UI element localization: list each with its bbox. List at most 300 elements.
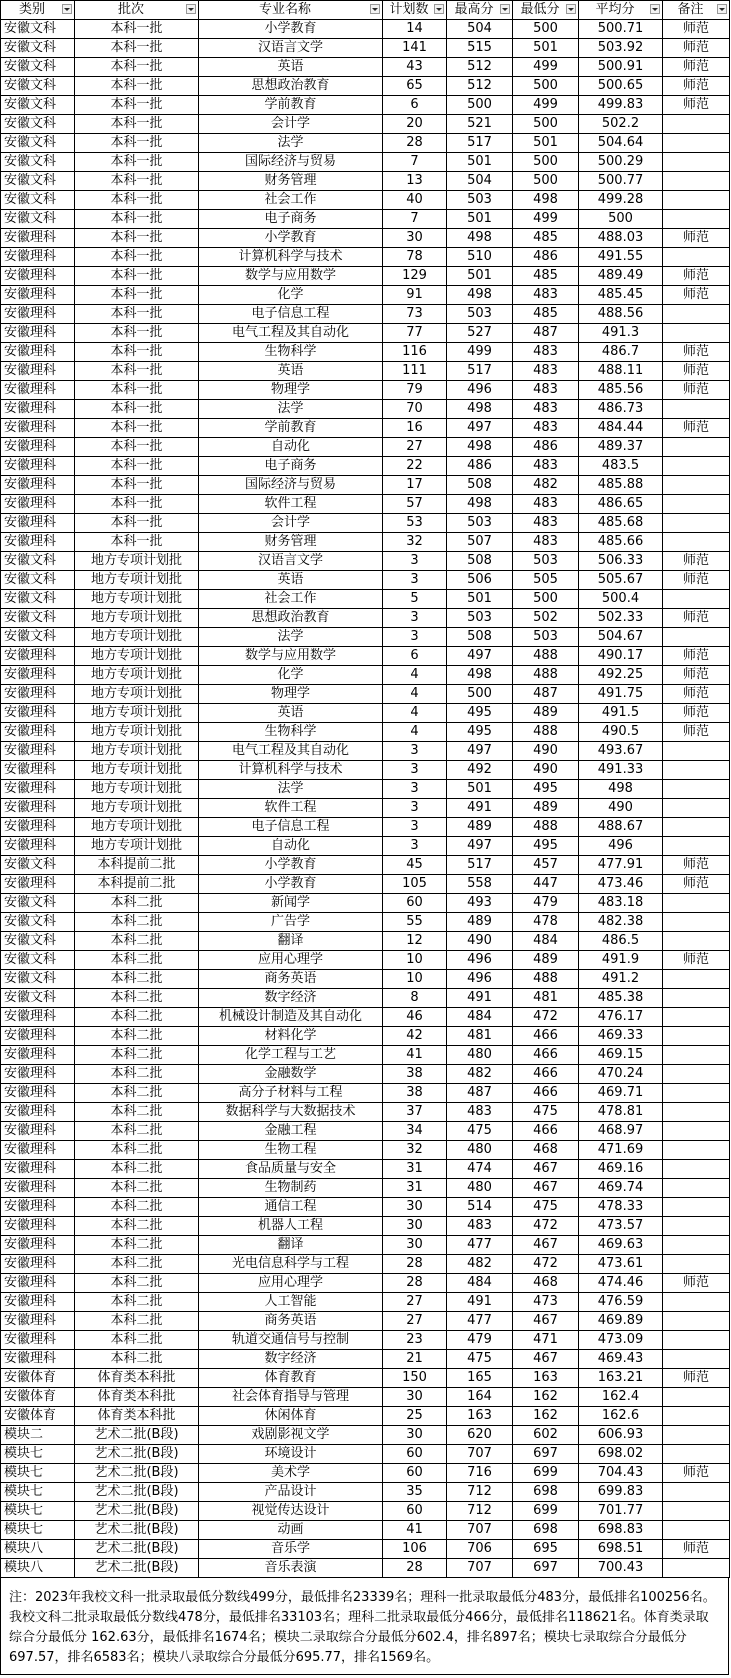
cell-batch: 地方专项计划批 <box>75 609 199 628</box>
cell-major: 会计学 <box>199 514 383 533</box>
cell-plan-count: 77 <box>383 324 447 343</box>
cell-category: 安徽文科 <box>1 172 75 191</box>
cell-max-score: 508 <box>447 628 513 647</box>
table-row <box>1 723 730 742</box>
cell-remark <box>663 837 730 856</box>
cell-min-score: 483 <box>513 400 579 419</box>
cell-max-score: 482 <box>447 1065 513 1084</box>
cell-min-score: 499 <box>513 210 579 229</box>
table-row <box>1 1445 730 1464</box>
cell-min-score: 500 <box>513 153 579 172</box>
cell-min-score: 479 <box>513 894 579 913</box>
cell-plan-count: 28 <box>383 1255 447 1274</box>
cell-major: 小学教育 <box>199 875 383 894</box>
cell-max-score: 501 <box>447 153 513 172</box>
cell-major: 电子信息工程 <box>199 818 383 837</box>
cell-min-score: 489 <box>513 704 579 723</box>
cell-max-score: 517 <box>447 362 513 381</box>
cell-min-score: 697 <box>513 1445 579 1464</box>
cell-batch: 本科二批 <box>75 932 199 951</box>
header-batch <box>75 1 199 20</box>
table-row <box>1 970 730 989</box>
cell-major: 社会工作 <box>199 590 383 609</box>
cell-plan-count: 91 <box>383 286 447 305</box>
cell-max-score: 503 <box>447 305 513 324</box>
cell-batch: 本科二批 <box>75 989 199 1008</box>
cell-avg-score: 500.91 <box>579 58 663 77</box>
cell-avg-score: 473.57 <box>579 1217 663 1236</box>
cell-major: 音乐表演 <box>199 1559 383 1578</box>
table-row <box>1 1559 730 1578</box>
cell-category: 安徽体育 <box>1 1388 75 1407</box>
cell-batch: 本科一批 <box>75 115 199 134</box>
cell-plan-count: 27 <box>383 1293 447 1312</box>
cell-min-score: 505 <box>513 571 579 590</box>
cell-plan-count: 7 <box>383 210 447 229</box>
cell-avg-score: 505.67 <box>579 571 663 590</box>
cell-plan-count: 31 <box>383 1179 447 1198</box>
cell-major: 思想政治教育 <box>199 609 383 628</box>
table-row <box>1 875 730 894</box>
cell-remark <box>663 932 730 951</box>
cell-max-score: 512 <box>447 77 513 96</box>
table-row <box>1 514 730 533</box>
header-label: 备注 <box>677 2 704 17</box>
cell-category: 安徽理科 <box>1 343 75 362</box>
cell-batch: 本科二批 <box>75 1293 199 1312</box>
cell-batch: 本科二批 <box>75 913 199 932</box>
cell-max-score: 521 <box>447 115 513 134</box>
filter-dropdown-icon[interactable] <box>370 4 380 14</box>
cell-min-score: 481 <box>513 989 579 1008</box>
cell-max-score: 480 <box>447 1046 513 1065</box>
cell-remark: 师范 <box>663 1540 730 1559</box>
cell-remark: 师范 <box>663 96 730 115</box>
cell-category: 安徽理科 <box>1 1217 75 1236</box>
cell-max-score: 499 <box>447 343 513 362</box>
cell-avg-score: 500 <box>579 210 663 229</box>
cell-min-score: 478 <box>513 913 579 932</box>
cell-avg-score: 502.33 <box>579 609 663 628</box>
cell-major: 生物工程 <box>199 1141 383 1160</box>
cell-major: 生物科学 <box>199 343 383 362</box>
cell-category: 安徽理科 <box>1 1160 75 1179</box>
cell-avg-score: 499.83 <box>579 96 663 115</box>
cell-category: 安徽理科 <box>1 647 75 666</box>
cell-major: 财务管理 <box>199 172 383 191</box>
cell-max-score: 517 <box>447 134 513 153</box>
cell-avg-score: 474.46 <box>579 1274 663 1293</box>
table-row <box>1 286 730 305</box>
cell-min-score: 483 <box>513 495 579 514</box>
cell-category: 安徽理科 <box>1 1255 75 1274</box>
cell-batch: 本科一批 <box>75 457 199 476</box>
cell-category: 安徽理科 <box>1 362 75 381</box>
cell-max-score: 620 <box>447 1426 513 1445</box>
cell-remark: 师范 <box>663 685 730 704</box>
cell-plan-count: 3 <box>383 761 447 780</box>
cell-plan-count: 40 <box>383 191 447 210</box>
table-row <box>1 1046 730 1065</box>
cell-batch: 体育类本科批 <box>75 1407 199 1426</box>
cell-avg-score: 490.17 <box>579 647 663 666</box>
filter-dropdown-icon[interactable] <box>500 4 510 14</box>
cell-plan-count: 27 <box>383 438 447 457</box>
cell-major: 小学教育 <box>199 20 383 39</box>
filter-dropdown-icon[interactable] <box>62 4 72 14</box>
header-min <box>513 1 579 20</box>
filter-dropdown-icon[interactable] <box>650 4 660 14</box>
header-label: 最低分 <box>520 2 560 17</box>
cell-max-score: 491 <box>447 989 513 1008</box>
cell-batch: 艺术二批(B段) <box>75 1426 199 1445</box>
cell-plan-count: 3 <box>383 552 447 571</box>
cell-min-score: 503 <box>513 552 579 571</box>
cell-remark <box>663 134 730 153</box>
cell-avg-score: 469.43 <box>579 1350 663 1369</box>
cell-plan-count: 23 <box>383 1331 447 1350</box>
header-avg <box>579 1 663 20</box>
cell-plan-count: 10 <box>383 951 447 970</box>
cell-batch: 艺术二批(B段) <box>75 1521 199 1540</box>
cell-plan-count: 42 <box>383 1027 447 1046</box>
cell-min-score: 466 <box>513 1084 579 1103</box>
cell-major: 应用心理学 <box>199 951 383 970</box>
table-row <box>1 39 730 58</box>
cell-plan-count: 30 <box>383 1198 447 1217</box>
cell-major: 生物制药 <box>199 1179 383 1198</box>
cell-major: 财务管理 <box>199 533 383 552</box>
cell-plan-count: 5 <box>383 590 447 609</box>
cell-plan-count: 35 <box>383 1483 447 1502</box>
cell-major: 电子商务 <box>199 457 383 476</box>
cell-remark <box>663 1407 730 1426</box>
cell-avg-score: 469.63 <box>579 1236 663 1255</box>
cell-category: 安徽理科 <box>1 305 75 324</box>
table-row <box>1 400 730 419</box>
cell-major: 光电信息科学与工程 <box>199 1255 383 1274</box>
cell-max-score: 165 <box>447 1369 513 1388</box>
table-row <box>1 381 730 400</box>
cell-remark <box>663 1483 730 1502</box>
cell-category: 安徽理科 <box>1 1350 75 1369</box>
cell-max-score: 475 <box>447 1122 513 1141</box>
cell-min-score: 489 <box>513 799 579 818</box>
cell-plan-count: 4 <box>383 685 447 704</box>
cell-avg-score: 488.56 <box>579 305 663 324</box>
cell-batch: 地方专项计划批 <box>75 552 199 571</box>
table-row <box>1 1483 730 1502</box>
cell-plan-count: 73 <box>383 305 447 324</box>
cell-plan-count: 3 <box>383 837 447 856</box>
cell-remark: 师范 <box>663 229 730 248</box>
cell-remark: 师范 <box>663 1274 730 1293</box>
cell-major: 高分子材料与工程 <box>199 1084 383 1103</box>
cell-min-score: 162 <box>513 1388 579 1407</box>
cell-avg-score: 504.64 <box>579 134 663 153</box>
cell-category: 安徽理科 <box>1 1293 75 1312</box>
cell-category: 安徽文科 <box>1 39 75 58</box>
table-row <box>1 647 730 666</box>
table-row <box>1 96 730 115</box>
cell-avg-score: 476.17 <box>579 1008 663 1027</box>
cell-min-score: 502 <box>513 609 579 628</box>
cell-major: 商务英语 <box>199 970 383 989</box>
cell-major: 汉语言文学 <box>199 552 383 571</box>
cell-min-score: 500 <box>513 77 579 96</box>
cell-max-score: 479 <box>447 1331 513 1350</box>
table-row <box>1 457 730 476</box>
cell-max-score: 501 <box>447 590 513 609</box>
cell-avg-score: 500.77 <box>579 172 663 191</box>
table-row <box>1 153 730 172</box>
cell-min-score: 475 <box>513 1198 579 1217</box>
cell-category: 模块七 <box>1 1521 75 1540</box>
cell-plan-count: 30 <box>383 1426 447 1445</box>
cell-max-score: 707 <box>447 1559 513 1578</box>
cell-min-score: 485 <box>513 229 579 248</box>
cell-batch: 本科二批 <box>75 1084 199 1103</box>
cell-major: 翻译 <box>199 932 383 951</box>
cell-category: 安徽体育 <box>1 1407 75 1426</box>
cell-avg-score: 484.44 <box>579 419 663 438</box>
cell-avg-score: 490.5 <box>579 723 663 742</box>
cell-plan-count: 6 <box>383 96 447 115</box>
cell-max-score: 483 <box>447 1217 513 1236</box>
cell-avg-score: 471.69 <box>579 1141 663 1160</box>
cell-major: 计算机科学与技术 <box>199 248 383 267</box>
header-note <box>663 1 730 20</box>
cell-remark <box>663 1160 730 1179</box>
cell-batch: 艺术二批(B段) <box>75 1540 199 1559</box>
cell-max-score: 497 <box>447 837 513 856</box>
cell-plan-count: 3 <box>383 628 447 647</box>
table-row <box>1 1065 730 1084</box>
cell-min-score: 490 <box>513 742 579 761</box>
cell-plan-count: 43 <box>383 58 447 77</box>
cell-avg-score: 498 <box>579 780 663 799</box>
cell-max-score: 490 <box>447 932 513 951</box>
cell-major: 英语 <box>199 58 383 77</box>
filter-dropdown-icon[interactable] <box>717 4 727 14</box>
cell-plan-count: 57 <box>383 495 447 514</box>
cell-min-score: 483 <box>513 343 579 362</box>
cell-plan-count: 14 <box>383 20 447 39</box>
table-row <box>1 894 730 913</box>
cell-remark <box>663 970 730 989</box>
cell-max-score: 495 <box>447 723 513 742</box>
cell-batch: 本科一批 <box>75 58 199 77</box>
cell-min-score: 482 <box>513 476 579 495</box>
table-row <box>1 1274 730 1293</box>
table-row <box>1 1084 730 1103</box>
cell-major: 英语 <box>199 362 383 381</box>
cell-batch: 本科一批 <box>75 514 199 533</box>
cell-plan-count: 22 <box>383 457 447 476</box>
cell-max-score: 707 <box>447 1521 513 1540</box>
cell-category: 安徽文科 <box>1 571 75 590</box>
cell-plan-count: 60 <box>383 894 447 913</box>
cell-plan-count: 30 <box>383 1236 447 1255</box>
cell-remark: 师范 <box>663 875 730 894</box>
table-row <box>1 571 730 590</box>
cell-max-score: 498 <box>447 229 513 248</box>
table-row <box>1 666 730 685</box>
table-row <box>1 77 730 96</box>
cell-remark: 师范 <box>663 39 730 58</box>
cell-max-score: 503 <box>447 609 513 628</box>
table-row <box>1 305 730 324</box>
cell-avg-score: 704.43 <box>579 1464 663 1483</box>
cell-category: 安徽理科 <box>1 1179 75 1198</box>
cell-remark <box>663 305 730 324</box>
cell-remark: 师范 <box>663 666 730 685</box>
cell-major: 数学与应用数学 <box>199 647 383 666</box>
cell-remark <box>663 1312 730 1331</box>
table-row <box>1 742 730 761</box>
cell-batch: 本科一批 <box>75 248 199 267</box>
cell-avg-score: 493.67 <box>579 742 663 761</box>
cell-min-score: 697 <box>513 1559 579 1578</box>
cell-min-score: 483 <box>513 286 579 305</box>
cell-category: 安徽理科 <box>1 476 75 495</box>
cell-remark <box>663 1331 730 1350</box>
cell-avg-score: 485.66 <box>579 533 663 552</box>
cell-avg-score: 483.18 <box>579 894 663 913</box>
cell-max-score: 489 <box>447 913 513 932</box>
cell-avg-score: 500.4 <box>579 590 663 609</box>
cell-major: 国际经济与贸易 <box>199 153 383 172</box>
cell-min-score: 488 <box>513 723 579 742</box>
cell-batch: 地方专项计划批 <box>75 685 199 704</box>
cell-min-score: 487 <box>513 324 579 343</box>
cell-batch: 本科二批 <box>75 951 199 970</box>
cell-batch: 本科二批 <box>75 970 199 989</box>
cell-avg-score: 476.59 <box>579 1293 663 1312</box>
table-row <box>1 1198 730 1217</box>
cell-batch: 本科一批 <box>75 400 199 419</box>
cell-max-score: 475 <box>447 1350 513 1369</box>
cell-avg-score: 500.71 <box>579 20 663 39</box>
table-row <box>1 362 730 381</box>
table-row <box>1 1255 730 1274</box>
cell-avg-score: 491.33 <box>579 761 663 780</box>
cell-plan-count: 28 <box>383 1559 447 1578</box>
cell-batch: 本科一批 <box>75 96 199 115</box>
cell-category: 模块八 <box>1 1559 75 1578</box>
cell-avg-score: 485.56 <box>579 381 663 400</box>
table-row <box>1 191 730 210</box>
filter-dropdown-icon[interactable] <box>186 4 196 14</box>
cell-avg-score: 701.77 <box>579 1502 663 1521</box>
cell-max-score: 504 <box>447 172 513 191</box>
cell-remark: 师范 <box>663 571 730 590</box>
cell-plan-count: 46 <box>383 1008 447 1027</box>
cell-max-score: 495 <box>447 704 513 723</box>
cell-min-score: 487 <box>513 685 579 704</box>
cell-batch: 本科二批 <box>75 1103 199 1122</box>
cell-remark <box>663 1008 730 1027</box>
cell-max-score: 500 <box>447 685 513 704</box>
cell-min-score: 483 <box>513 381 579 400</box>
cell-max-score: 501 <box>447 267 513 286</box>
cell-category: 安徽理科 <box>1 1065 75 1084</box>
cell-batch: 艺术二批(B段) <box>75 1559 199 1578</box>
cell-category: 安徽理科 <box>1 286 75 305</box>
cell-avg-score: 482.38 <box>579 913 663 932</box>
cell-major: 戏剧影视文学 <box>199 1426 383 1445</box>
cell-plan-count: 4 <box>383 666 447 685</box>
footnote: 注：2023年我校文科一批录取最低分数线499分，最低排名23339名；理科一批录取最低分483分，最低排名100256名。我校文科二批录取最低分数线478分，最低排名33103名；理科二批录取最低分466分，最低排名118621名。体育类录取综合分最低分 162.63分，最低排名1674名；模块二录取综合分最低分602.4，排名897名；模块七录取综合分最低分697.57，排名6583名；模块八录取综合分最低分695.77，排名1569名。 <box>0 1578 729 1675</box>
cell-remark: 师范 <box>663 704 730 723</box>
cell-max-score: 507 <box>447 533 513 552</box>
cell-plan-count: 111 <box>383 362 447 381</box>
cell-batch: 本科一批 <box>75 438 199 457</box>
filter-dropdown-icon[interactable] <box>434 4 444 14</box>
cell-category: 模块七 <box>1 1483 75 1502</box>
cell-category: 安徽理科 <box>1 666 75 685</box>
cell-max-score: 506 <box>447 571 513 590</box>
cell-min-score: 475 <box>513 1103 579 1122</box>
cell-remark <box>663 1502 730 1521</box>
cell-category: 安徽理科 <box>1 1312 75 1331</box>
cell-min-score: 498 <box>513 191 579 210</box>
cell-major: 化学工程与工艺 <box>199 1046 383 1065</box>
cell-avg-score: 469.74 <box>579 1179 663 1198</box>
cell-category: 安徽文科 <box>1 628 75 647</box>
cell-avg-score: 698.51 <box>579 1540 663 1559</box>
cell-major: 软件工程 <box>199 495 383 514</box>
cell-batch: 本科二批 <box>75 1141 199 1160</box>
table-row <box>1 609 730 628</box>
header-row <box>1 1 730 20</box>
cell-min-score: 698 <box>513 1483 579 1502</box>
cell-min-score: 467 <box>513 1179 579 1198</box>
cell-batch: 本科一批 <box>75 134 199 153</box>
cell-avg-score: 469.16 <box>579 1160 663 1179</box>
filter-dropdown-icon[interactable] <box>566 4 576 14</box>
cell-max-score: 510 <box>447 248 513 267</box>
cell-batch: 地方专项计划批 <box>75 799 199 818</box>
cell-batch: 本科二批 <box>75 1198 199 1217</box>
cell-avg-score: 483.5 <box>579 457 663 476</box>
cell-category: 安徽文科 <box>1 134 75 153</box>
cell-min-score: 467 <box>513 1350 579 1369</box>
cell-batch: 本科提前二批 <box>75 875 199 894</box>
cell-plan-count: 20 <box>383 115 447 134</box>
cell-category: 安徽体育 <box>1 1369 75 1388</box>
table-row <box>1 438 730 457</box>
table-row <box>1 818 730 837</box>
cell-min-score: 467 <box>513 1160 579 1179</box>
cell-plan-count: 116 <box>383 343 447 362</box>
cell-category: 安徽理科 <box>1 837 75 856</box>
table-row <box>1 1331 730 1350</box>
cell-remark <box>663 191 730 210</box>
cell-plan-count: 28 <box>383 134 447 153</box>
cell-plan-count: 60 <box>383 1464 447 1483</box>
cell-batch: 地方专项计划批 <box>75 628 199 647</box>
cell-batch: 本科一批 <box>75 39 199 58</box>
cell-category: 安徽理科 <box>1 1008 75 1027</box>
cell-plan-count: 79 <box>383 381 447 400</box>
cell-major: 会计学 <box>199 115 383 134</box>
cell-max-score: 515 <box>447 39 513 58</box>
table-row <box>1 932 730 951</box>
cell-batch: 本科二批 <box>75 894 199 913</box>
header-label: 平均分 <box>595 2 635 17</box>
cell-avg-score: 506.33 <box>579 552 663 571</box>
